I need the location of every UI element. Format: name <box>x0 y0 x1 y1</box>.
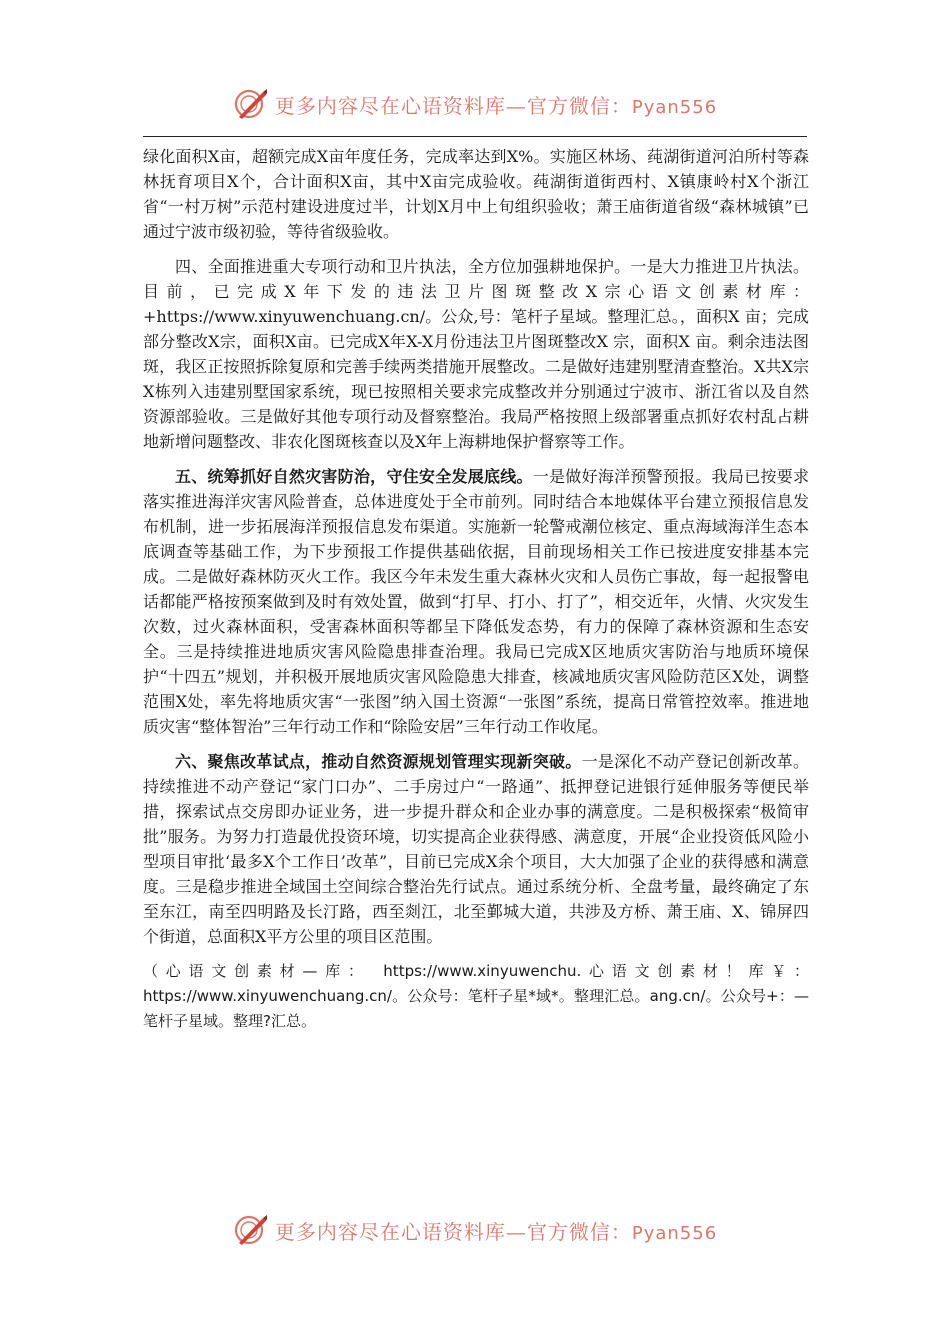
section-heading-disaster: 五、统筹抓好自然灾害防治，守住安全发展底线。 <box>175 467 533 486</box>
source-note: （心语文创素材—库： https://www.xinyuwenchu.心语文创素材！库￥： https://www.xinyuwenchuang.cn/。公众号：笔杆子星*域*。整理汇总。ang.cn/。公众号+：—笔杆子星域。整理?汇总。 <box>143 962 809 1030</box>
document-body <box>143 144 809 1044</box>
paragraph-forest-greening: 绿化面积X亩，超额完成X亩年度任务，完成率达到X%。实施区林场、莼湖街道河泊所村等森林抚育项目X个，合计面积X亩，其中X亩完成验收。莼湖街道街西村、X镇康岭村X个浙江省“一村万树”示范村建设进度过半，计划X月中上旬组织验收；萧王庙街道省级“森林城镇”已通过宁波市级初验，等待省级验收。 <box>143 147 809 241</box>
section-body-disaster: 一是做好海洋预警预报。我局已按要求落实推进海洋灾害风险普查，总体进度处于全市前列。同时结合本地媒体平台建立预报信息发布机制，进一步拓展海洋预报信息发布渠道。实施新一轮警戒潮位核定、重点海域海洋生态本底调查等基础工作，为下步预报工作提供基础依据，目前现场相关工作已按进度安排基本完成。二是做好森林防灭火工作。我区今年未发生重大森林火灾和人员伤亡事故，每一起报警电话都能严格按预案做到及时有效处置，做到“打早、打小、打了”，相交近年，火情、火灾发生次数，过火森林面积，受害森林面积等都呈下降低发态势，有力的保障了森林资源和生态安全。三是持续推进地质灾害风险隐患排查治理。我局已完成X区地质灾害防治与地质环境保护“十四五”规划，并积极开展地质灾害风险隐患大排查，核减地质灾害风险防范区X处，调整范围X处，率先将地质灾害“一张图”纳入国土资源“一张图”系统，提高日常管控效率。推进地质灾害“整体智治”三年行动工作和“除险安居”三年行动工作收尾。 <box>143 467 809 736</box>
watermark-text: 更多内容尽在心语资料库—官方微信：Pyan556 <box>274 93 718 118</box>
section-body-reform: 一是深化不动产登记创新改革。持续推进不动产登记“家门口办”、二手房过户“一路通”、抵押登记进银行延伸服务等便民举措，探索试点交房即办证业务，进一步提升群众和企业办事的满意度。二是积极探索“极简审批”服务。为努力打造最优投资环境，切实提高企业获得感、满意度，开展“企业投资低风险小型项目审批‘最多X个工作日’改革”，目前已完成X余个项目，大大加强了企业的获得感和满意度。三是稳步推进全域国土空间综合整治先行试点。通过系统分析、全盘考量，最终确定了东至东江，南至四明路及长汀路，西至剡江，北至鄞城大道，共涉及方桥、萧王庙、X、锦屏四个街道，总面积X平方公里的项目区范围。 <box>143 752 809 946</box>
pen-logo-icon <box>233 86 269 122</box>
pen-logo-icon <box>233 1212 269 1248</box>
section-heading-reform: 六、聚焦改革试点，推动自然资源规划管理实现新突破。 <box>175 752 582 771</box>
paragraph-farmland-protection: 四、全面推进重大专项行动和卫片执法，全方位加强耕地保护。一是大力推进卫片执法。目前，已完成X年下发的违法卫片图斑整改X宗心语文创素材库：+https://www.xinyuwenchuang.cn/。公众,号：笔杆子星域。整理汇总。，面积X 亩；完成部分整改X宗，面积X亩。已完成X年X-X月份违法卫片图斑整改X 宗，面积X 亩。剩余违法图斑，我区正按照拆除复原和完善手续两类措施开展整改。二是做好违建别墅清查整治。X共X宗X栋列入违建别墅国家系统，现已按照相关要求完成整改并分别通过宁波市、浙江省以及自然资源部验收。三是做好其他专项行动及督察整治。我局严格按照上级部署重点抓好农村乱占耕地新增问题整改、非农化图斑核查以及X年上海耕地保护督察等工作。 <box>143 257 809 451</box>
header-rule <box>143 136 807 137</box>
paragraph-reform-pilot <box>143 749 809 949</box>
header-watermark <box>0 86 950 122</box>
footer-watermark <box>0 1212 950 1248</box>
paragraph-disaster-prevention <box>143 464 809 739</box>
watermark-text: 更多内容尽在心语资料库—官方微信：Pyan556 <box>274 1219 718 1244</box>
